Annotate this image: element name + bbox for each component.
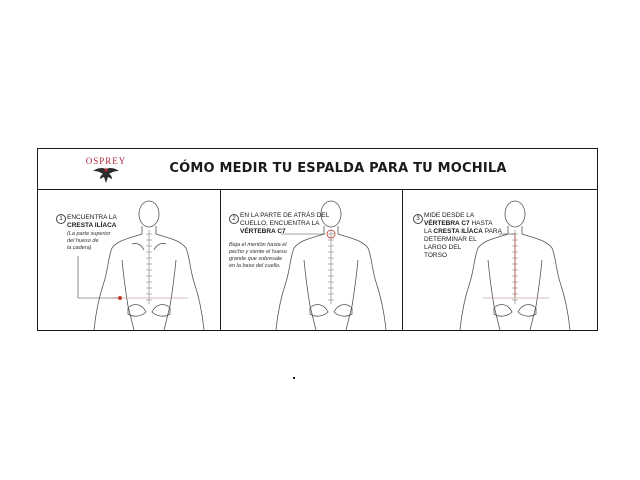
- osprey-bird-icon: [92, 165, 120, 185]
- step-3-line5: LARGO DEL: [424, 244, 462, 251]
- measuring-guide-card: [37, 148, 598, 331]
- osprey-logo: [84, 155, 128, 187]
- step-1-note-3: la cadera): [67, 245, 92, 251]
- step-panel-3: [402, 190, 598, 330]
- step-2-line3: VÉRTEBRA C7: [240, 228, 286, 235]
- step-3-line2-rest: HASTA: [469, 220, 493, 227]
- step-number-2: 2: [229, 214, 239, 224]
- step-2-note-2: pecho y siente el hueso: [229, 249, 287, 255]
- step-panel-1: [38, 190, 220, 330]
- page-title: CÓMO MEDIR TU ESPALDA PARA TU MOCHILA: [169, 161, 507, 176]
- step-2-note-4: en la base del cuello.: [229, 263, 281, 269]
- stray-dot: [293, 377, 295, 379]
- step-1-note-1: (La parte superior: [67, 231, 111, 237]
- step-3-line3-bold: CRESTA ILÍACA: [433, 228, 483, 235]
- back-figure-3: [403, 190, 598, 330]
- step-2-line1: EN LA PARTE DE ATRÁS DEL: [240, 212, 330, 219]
- step-1-line2: CRESTA ILÍACA: [67, 222, 117, 229]
- step-1-note-2: del hueso de: [67, 238, 99, 244]
- back-figure-1: [38, 190, 220, 330]
- step-2-note-1: Baja el mentón hasta el: [229, 242, 287, 248]
- step-number-3: 3: [413, 214, 423, 224]
- step-3-line3-rest: PARA: [482, 228, 502, 235]
- step-3-line2-bold: VÉRTEBRA C7: [424, 220, 470, 227]
- step-1-line1: ENCUENTRA LA: [67, 214, 117, 221]
- header: [38, 149, 597, 190]
- step-3-line6: TORSO: [424, 252, 447, 259]
- step-3-line4: DETERMINAR EL: [424, 236, 477, 243]
- step-2-note-3: grande que sobresale: [229, 256, 283, 262]
- step-3-line2: [424, 220, 493, 228]
- iliac-crest-marker: [118, 296, 122, 300]
- step-3-line3: [424, 228, 502, 236]
- step-3-line1: MIDE DESDE LA: [424, 212, 475, 219]
- step-3-line3-pre: LA: [424, 228, 434, 235]
- step-panel-2: [220, 190, 403, 330]
- step-number-1: 1: [56, 214, 66, 224]
- brand-name: OSPREY: [85, 156, 127, 166]
- step-2-line2: CUELLO, ENCUENTRA LA: [240, 220, 320, 227]
